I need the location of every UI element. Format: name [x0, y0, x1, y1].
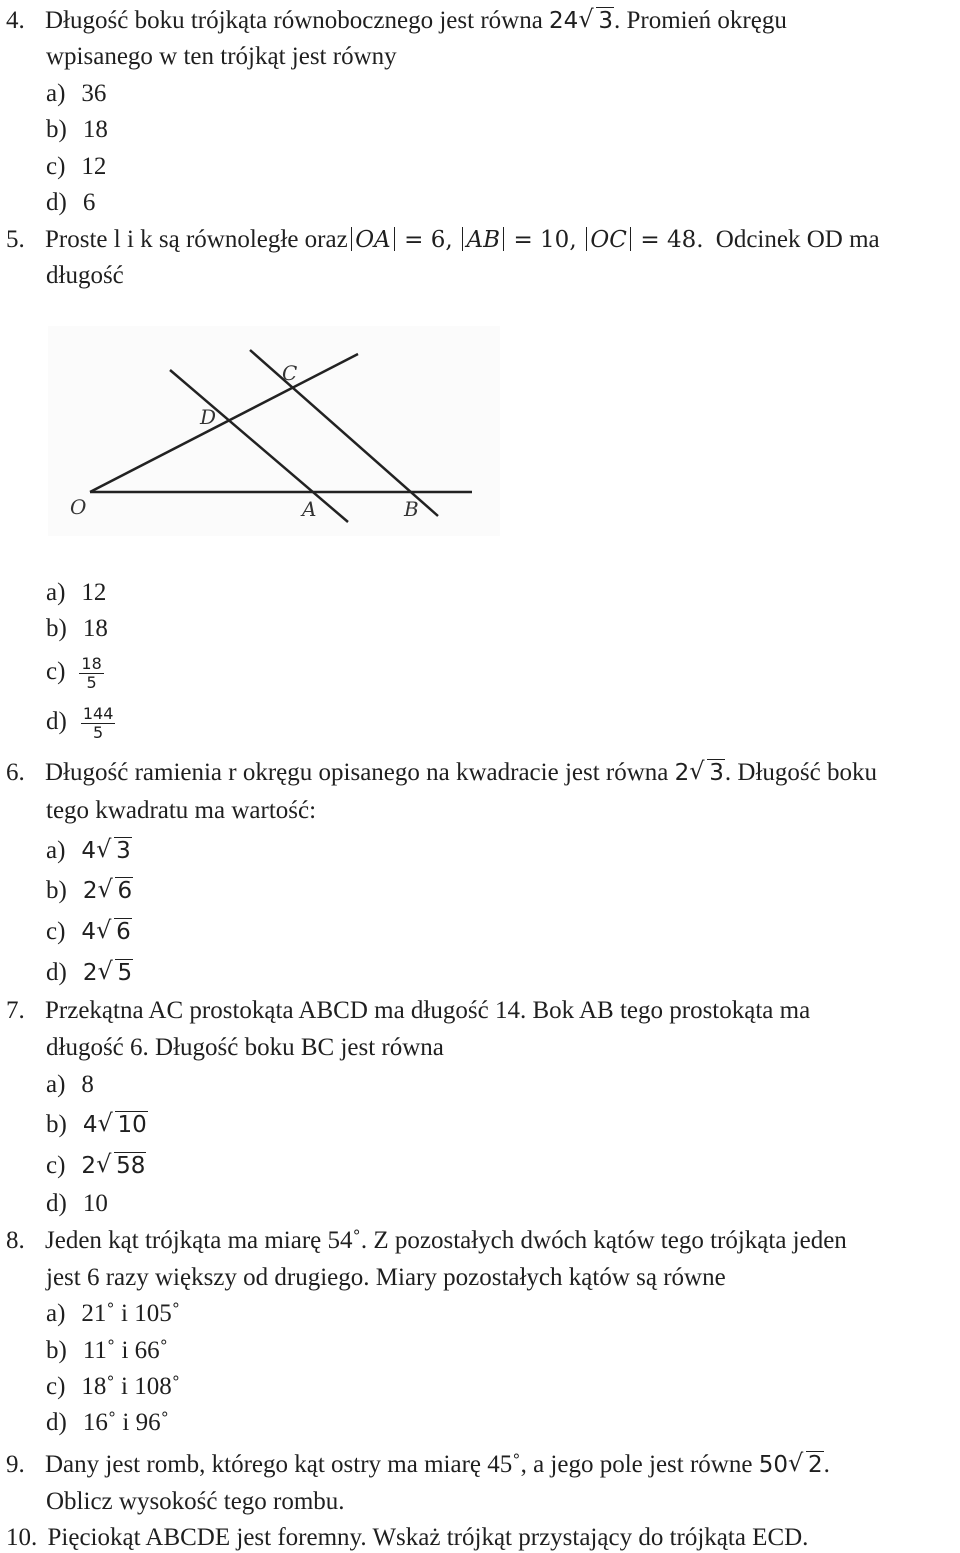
- q5-number: 5.: [6, 226, 25, 253]
- q6-answer-b: b) 2 √ 6: [46, 875, 133, 904]
- q4-answer-d: d) 6: [46, 189, 96, 216]
- q7-answer-a: a) 8: [46, 1071, 94, 1098]
- fraction-144-5: $\frac{144}{5}$: [82, 703, 114, 742]
- q9-number: 9.: [6, 1451, 25, 1478]
- q5-figure: [48, 326, 500, 536]
- q4-answer-b: b) 18: [46, 116, 108, 143]
- label-d: D: [200, 405, 217, 429]
- q7-text-2: długość 6. Długość boku BC jest równa: [46, 1034, 444, 1061]
- q5-answer-b: b) 18: [46, 615, 108, 642]
- q10-text-1: Pięciokąt ABCDE jest foremny. Wskaż trójkąt przystający do trójkąta ECD.: [47, 1524, 809, 1551]
- q8-text-2: jest 6 razy większy od drugiego. Miary pozostałych kątów są równe: [46, 1264, 726, 1291]
- q10-line-1: [6, 1523, 808, 1553]
- label-c: C: [282, 361, 298, 385]
- q7-number: 7.: [6, 997, 25, 1024]
- q6-text-2: . Długość boku: [724, 759, 877, 786]
- q5-oa-value: = 6,: [404, 227, 453, 253]
- q6-sqrt: √ 3: [689, 757, 724, 786]
- q6-number: 6.: [6, 759, 25, 786]
- q6-answer-a: a) 4 √ 3: [46, 835, 131, 864]
- q7-line-1: [6, 996, 810, 1026]
- q6-answer-d: d) 2 √ 5: [46, 957, 133, 986]
- q5-oc-value: = 48.: [640, 227, 704, 253]
- q8-line-1: [6, 1226, 847, 1256]
- q4-answer-a: a) 36: [46, 80, 107, 107]
- q9-text-end: .: [823, 1451, 830, 1478]
- q9-sqrt: √ 2: [787, 1449, 823, 1478]
- q8-answer-b: b) 11˚ i 66˚: [46, 1337, 168, 1364]
- q4-text-2: . Promień okręgu: [613, 7, 787, 34]
- q8-answer-c: c) 18˚ i 108˚: [46, 1373, 181, 1400]
- q4-text-1: Długość boku trójkąta równobocznego jest równa: [45, 7, 543, 34]
- q5-line-1: [6, 225, 880, 255]
- q8-text-1: Jeden kąt trójkąta ma miarę 54˚. Z pozostałych dwóch kątów tego trójkąta jeden: [45, 1227, 847, 1254]
- q10-number: 10.: [6, 1524, 38, 1551]
- q6-text-1: Długość ramienia r okręgu opisanego na kwadracie jest równa: [45, 759, 669, 786]
- q4-line-1: [6, 6, 787, 36]
- q8-answer-d: d) 16˚ i 96˚: [46, 1409, 169, 1436]
- q6-coef: 2: [674, 760, 690, 786]
- q9-text-1: Dany jest romb, którego kąt ostry ma miarę 45˚, a jego pole jest równe: [45, 1451, 753, 1478]
- q6-text-3: tego kwadratu ma wartość:: [46, 797, 317, 824]
- q8-number: 8.: [6, 1227, 25, 1254]
- q5-ab-value: = 10,: [513, 227, 577, 253]
- fraction-18-5: $\frac{18}{5}$: [81, 653, 102, 692]
- q5-oc: OC: [590, 227, 627, 253]
- q5-answer-a: a) 12: [46, 579, 107, 606]
- q5-text-1: Proste l i k są równoległe oraz: [45, 226, 348, 253]
- q5-text-2: Odcinek OD ma: [715, 226, 880, 253]
- label-o: O: [70, 495, 87, 519]
- q4-number: 4.: [6, 7, 25, 34]
- q4-sqrt: √ 3: [578, 5, 613, 34]
- q7-answer-d: d) 10: [46, 1190, 108, 1217]
- q4-coef: 24: [549, 8, 579, 34]
- q5-answer-c: c) $\frac{18}{5}$: [46, 653, 102, 692]
- q6-answer-c: c) 4 √ 6: [46, 916, 131, 945]
- q9-line-1: [6, 1450, 830, 1480]
- q5-answer-d: d) $\frac{144}{5}$: [46, 703, 114, 742]
- q4-answer-c: c) 12: [46, 153, 107, 180]
- q7-text-1: Przekątna AC prostokąta ABCD ma długość 14. Bok AB tego prostokąta ma: [45, 997, 811, 1024]
- q4-text-3: wpisanego w ten trójkąt jest równy: [46, 43, 397, 70]
- q9-coef: 50: [758, 1452, 788, 1478]
- q7-answer-c: c) 2 √ 58: [46, 1150, 146, 1179]
- q8-answer-a: a) 21˚ i 105˚: [46, 1300, 181, 1327]
- q5-text-3: długość: [46, 262, 124, 289]
- q7-answer-b: b) 4 √ 10: [46, 1109, 147, 1138]
- label-a: A: [302, 497, 317, 521]
- q6-line-1: [6, 758, 877, 788]
- q9-text-2: Oblicz wysokość tego rombu.: [46, 1488, 345, 1515]
- q5-oa: OA: [355, 227, 391, 253]
- label-b: B: [404, 497, 419, 521]
- q5-ab: AB: [466, 227, 500, 253]
